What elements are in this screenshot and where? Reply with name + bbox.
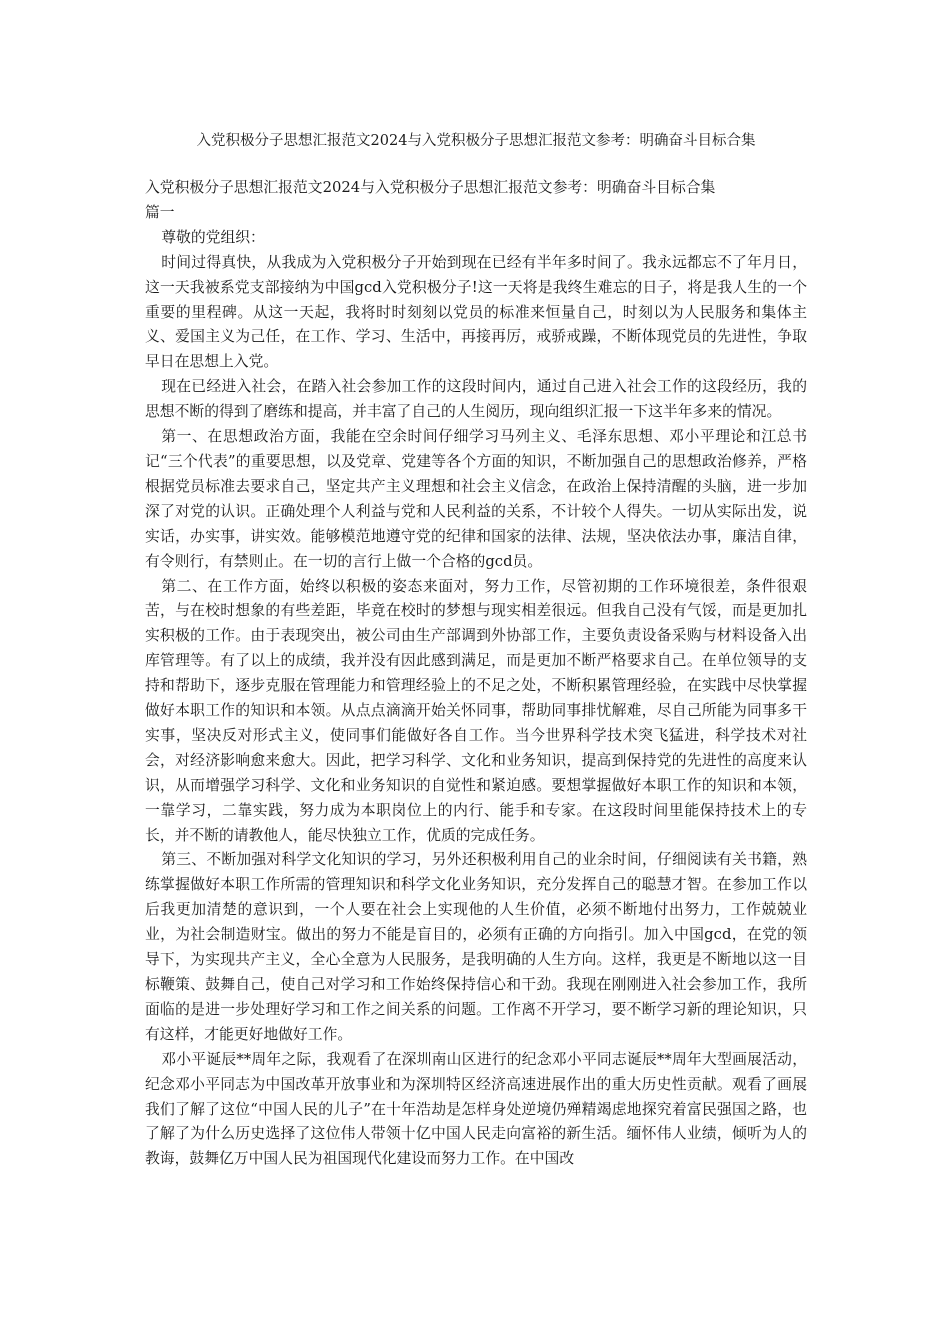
paragraph-4: 第二、在工作方面，始终以积极的姿态来面对，努力工作，尽管初期的工作环境很差，条件很艰苦，与在校时想象的有些差距，毕竟在校时的梦想与现实相差很远。但我自己没有气馁，而是更加扎实积极的工作。由于表现突出，被公司由生产部调到外协部工作，主要负责设备采购与材料设备入出库管理等。有了以上的成绩，我并没有因此感到满足，而是更加不断严格要求自己。在单位领导的支持和帮助下，逐步克服在管理能力和管理经验上的不足之处，不断积累管理经验，在实践中尽快掌握做好本职工作的知识和本领。从点点滴滴开始关怀同事，帮助同事排忧解难，尽自己所能为同事多干实事，坚决反对形式主义，使同事们能做好各自工作。当今世界科学技术突飞猛进，科学技术对社会，对经济影响愈来愈大。因此，把学习科学、文化和业务知识，提高到保持党的先进性的高度来认识，从而增强学习科学、文化和业务知识的自觉性和紧迫感。要想掌握做好本职工作的知识和本领，一靠学习，二靠实践，努力成为本职岗位上的内行、能手和专家。在这段时间里能保持技术上的专长，并不断的请教他人，能尽快独立工作，优质的完成任务。 [145, 577, 807, 844]
section-label: 篇一 [145, 203, 175, 221]
paragraph-1: 时间过得真快，从我成为入党积极分子开始到现在已经有半年多时间了。我永远都忘不了年月日，这一天我被系党支部接纳为中国gcd入党积极分子!这一天将是我终生难忘的日子，将是我人生的一个重要的里程碑。从这一天起，我将时时刻刻以党员的标准来恒量自己，时刻以为人民服务和集体主义、爱国主义为己任，在工作、学习、生活中，再接再厉，戒骄戒躁，不断体现党员的先进性，争取早日在思想上入党。 [145, 253, 807, 371]
document-header-title: 入党积极分子思想汇报范文2024与入党积极分子思想汇报范文参考：明确奋斗目标合集 [196, 133, 756, 149]
document-title-line: 入党积极分子思想汇报范文2024与入党积极分子思想汇报范文参考：明确奋斗目标合集 [145, 179, 716, 196]
salutation: 尊敬的党组织： [161, 228, 265, 246]
paragraph-5: 第三、不断加强对科学文化知识的学习，另外还积极利用自己的业余时间，仔细阅读有关书籍，熟练掌握做好本职工作所需的管理知识和科学文化业务知识，充分发挥自己的聪慧才智。在参加工作以后我更加清楚的意识到，一个人要在社会上实现他的人生价值，必须不断地付出努力，工作兢兢业业，为社会制造财宝。做出的努力不能是盲目的，必须有正确的方向指引。加入中国gcd，在党的领导下，为实现共产主义，全心全意为人民服务，是我明确的人生方向。这样，我更是不断地以这一目标鞭策、鼓舞自己，使自己对学习和工作始终保持信心和干劲。我现在刚刚进入社会参加工作，我所面临的是进一步处理好学习和工作之间关系的问题。工作离不开学习，要不断学习新的理论知识，只有这样，才能更好地做好工作。 [145, 851, 807, 1043]
paragraph-6: 邓小平诞辰**周年之际，我观看了在深圳南山区进行的纪念邓小平同志诞辰**周年大型画展活动，纪念邓小平同志为中国改革开放事业和为深圳特区经济高速进展作出的重大历史性贡献。观看了画展我们了解了这位“中国人民的儿子”在十年浩劫是怎样身处逆境仍殚精竭虑地探究着富民强国之路，也了解了为什么历史选择了这位伟人带领十亿中国人民走向富裕的新生活。缅怀伟人业绩，倾听为人的教诲，鼓舞亿万中国人民为祖国现代化建设而努力工作。在中国改 [145, 1050, 807, 1168]
paragraph-3: 第一、在思想政治方面，我能在空余时间仔细学习马列主义、毛泽东思想、邓小平理论和江总书记“三个代表”的重要思想，以及党章、党建等各个方面的知识，不断加强自己的思想政治修养，严格根据党员标准去要求自己，坚定共产主义理想和社会主义信念，在政治上保持清醒的头脑，进一步加深了对党的认识。正确处理个人利益与党和人民利益的关系，不计较个人得失。一切从实际出发，说实话，办实事，讲实效。能够模范地遵守党的纪律和国家的法律、法规，坚决依法办事，廉洁自律，有令则行，有禁则止。在一切的言行上做一个合格的gcd员。 [145, 428, 807, 570]
document-body [145, 176, 807, 1172]
paragraph-2: 现在已经进入社会，在踏入社会参加工作的这段时间内，通过自己进入社会工作的这段经历，我的思想不断的得到了磨练和提高，并丰富了自己的人生阅历，现向组织汇报一下这半年多来的情况。 [145, 378, 807, 421]
